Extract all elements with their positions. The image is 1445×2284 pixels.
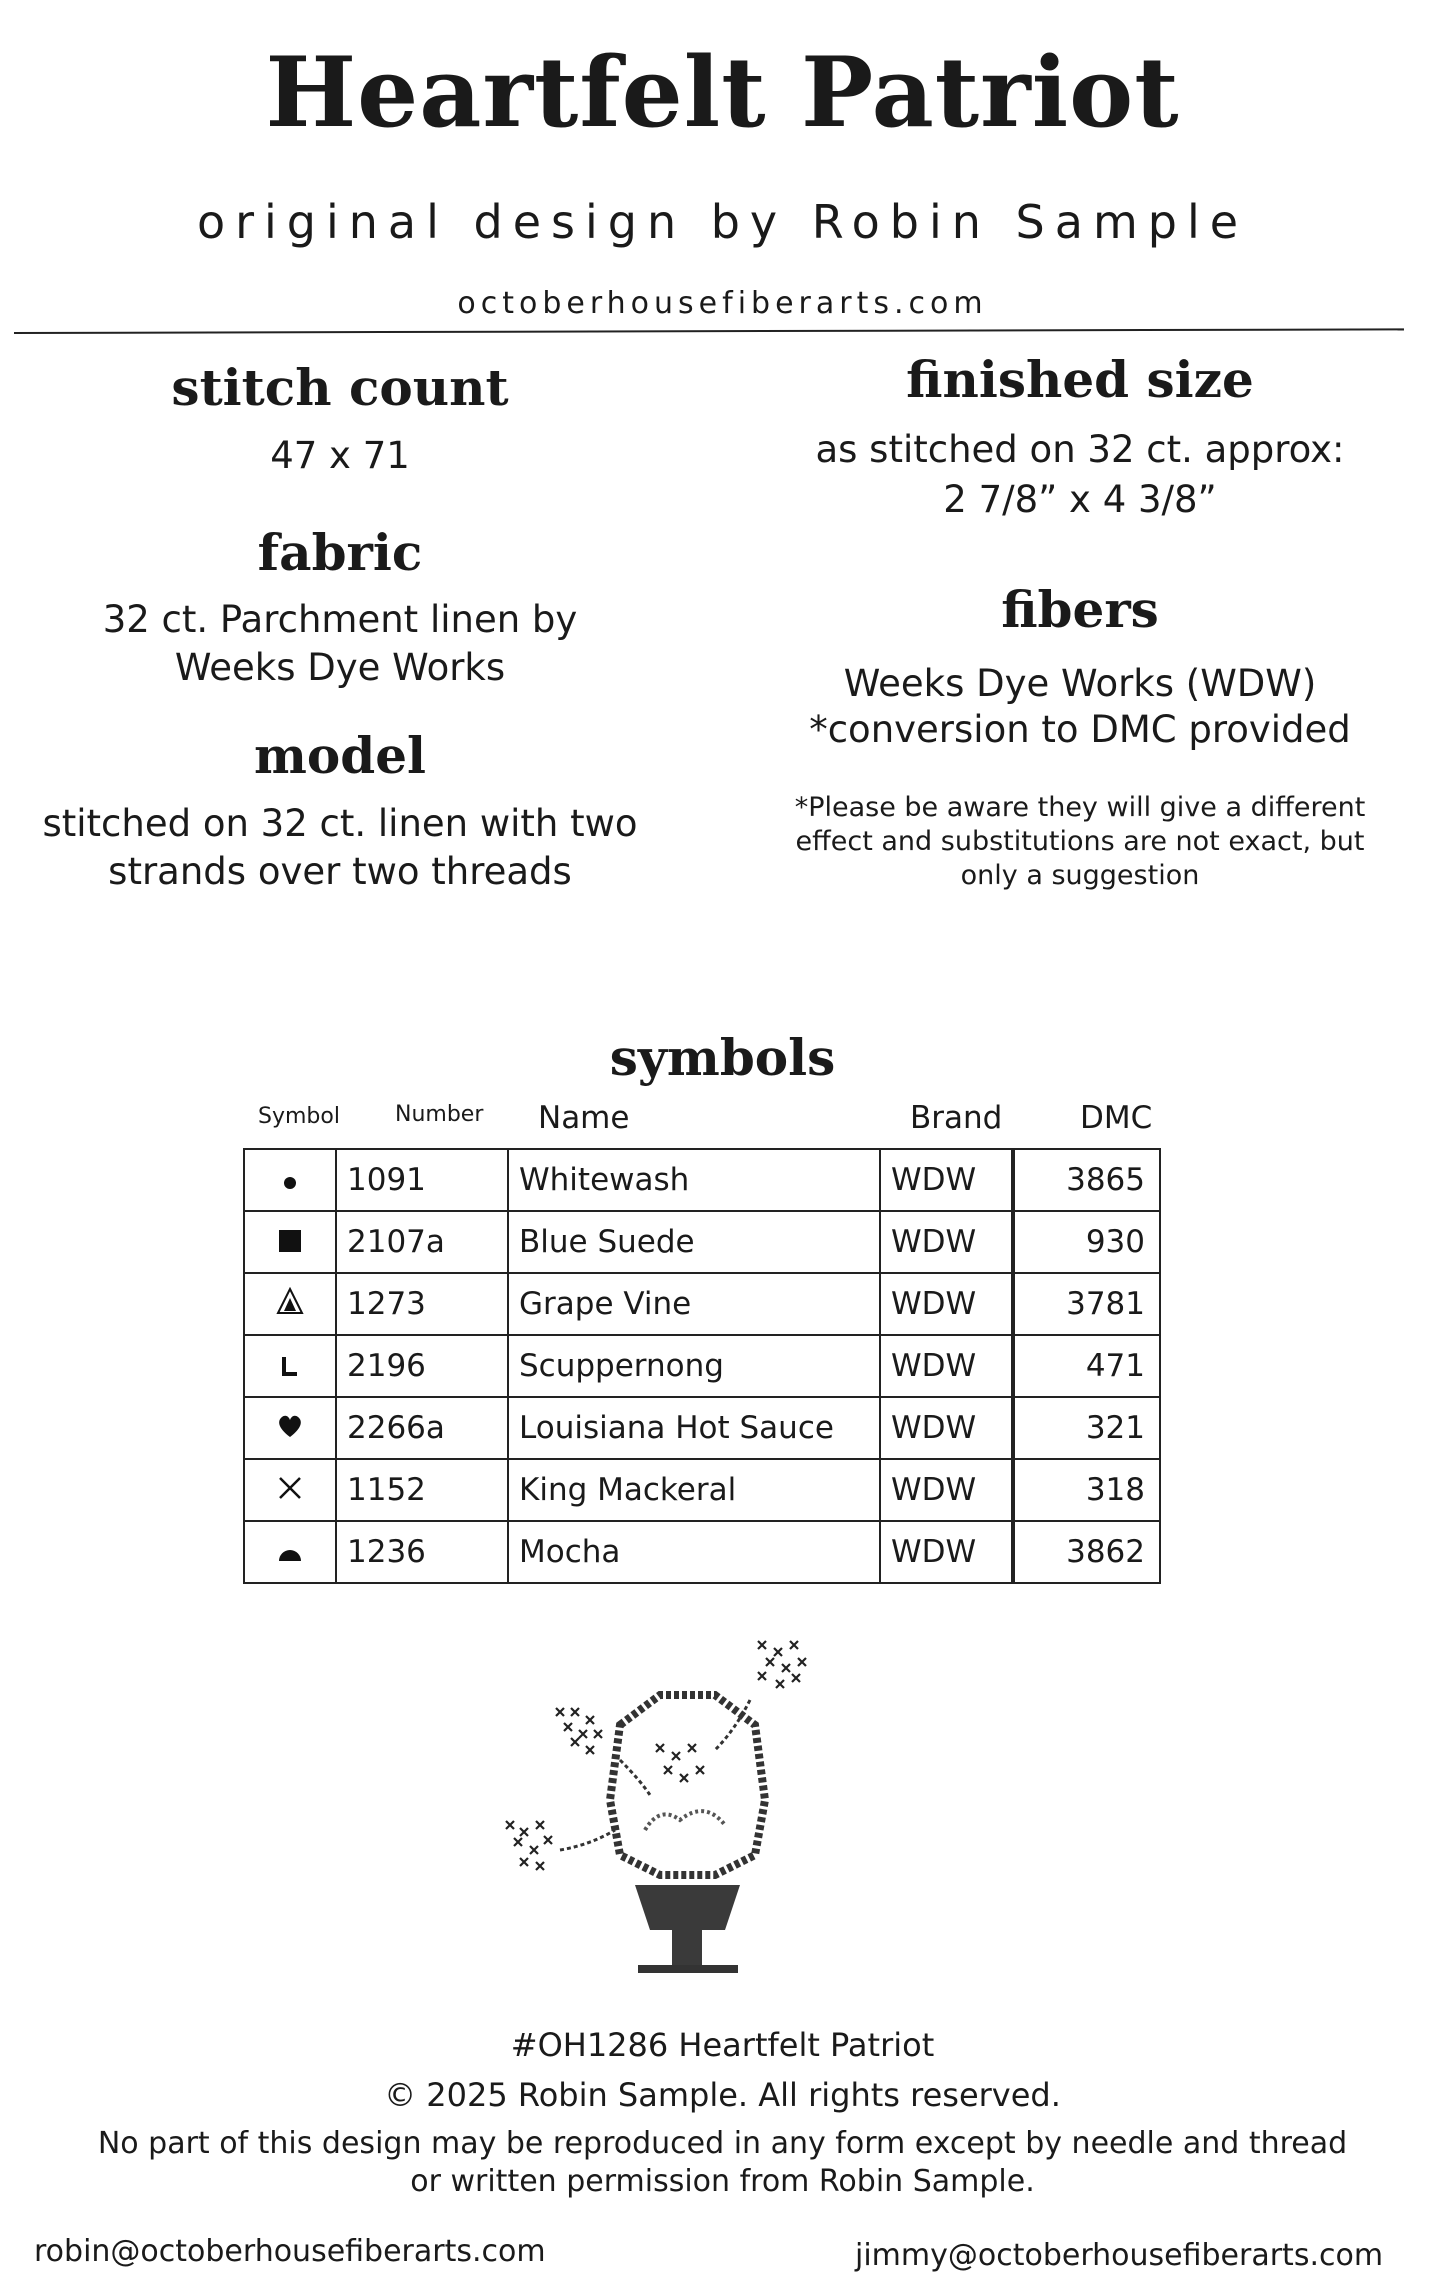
fabric-heading: fabric (257, 523, 423, 582)
cell-number: 1273 (336, 1273, 508, 1335)
cell-number: 2266a (336, 1397, 508, 1459)
website-link[interactable]: octoberhousefiberarts.com (457, 286, 988, 321)
table-row (244, 1521, 1160, 1583)
model-line-1: stitched on 32 ct. linen with two (42, 802, 638, 845)
half-circle-icon (277, 1535, 303, 1571)
table-row (244, 1459, 1160, 1521)
cell-dmc: 318 (1013, 1459, 1160, 1521)
heart-icon (276, 1411, 304, 1447)
triangle-icon (276, 1287, 304, 1323)
cell-brand: WDW (880, 1459, 1013, 1521)
email-jimmy[interactable]: jimmy@octoberhousefiberarts.com (855, 2238, 1384, 2273)
table-row (244, 1335, 1160, 1397)
cell-dmc: 3865 (1013, 1149, 1160, 1211)
cell-name: Louisiana Hot Sauce (508, 1397, 880, 1459)
cell-name: Scuppernong (508, 1335, 880, 1397)
star-cluster-bottom-left (506, 1821, 552, 1870)
email-robin[interactable]: robin@octoberhousefiberarts.com (34, 2234, 546, 2269)
stitch-count-heading: stitch count (171, 358, 509, 417)
table-row (244, 1397, 1160, 1459)
col-header-number: Number (395, 1102, 484, 1127)
fibers-note-3: only a suggestion (960, 860, 1200, 891)
header-divider (14, 328, 1404, 334)
letter-l-icon (280, 1349, 300, 1385)
finished-size-heading: finished size (906, 350, 1254, 409)
cell-name: Blue Suede (508, 1211, 880, 1273)
stitch-count-value: 47 x 71 (270, 434, 410, 477)
cell-brand: WDW (880, 1273, 1013, 1335)
finished-size-line-1: as stitched on 32 ct. approx: (815, 428, 1345, 471)
fabric-line-2: Weeks Dye Works (174, 646, 506, 689)
cell-dmc: 321 (1013, 1397, 1160, 1459)
pattern-preview-illustration (500, 1630, 860, 2000)
col-header-name: Name (538, 1100, 630, 1136)
star-cluster-left (556, 1708, 602, 1754)
table-header (0, 1100, 1445, 1140)
fibers-note-1: *Please be aware they will give a different (794, 792, 1366, 823)
symbols-table (243, 1148, 1161, 1584)
dot-icon (282, 1163, 298, 1199)
cell-dmc: 3862 (1013, 1521, 1160, 1583)
cell-name: Mocha (508, 1521, 880, 1583)
fibers-note-2: effect and substitutions are not exact, but (795, 826, 1365, 857)
table-row (244, 1211, 1160, 1273)
cell-number: 2107a (336, 1211, 508, 1273)
reproduction-notice-line-2: or written permission from Robin Sample. (410, 2164, 1035, 2199)
cell-number: 1152 (336, 1459, 508, 1521)
cell-dmc: 471 (1013, 1335, 1160, 1397)
reproduction-notice-line-1: No part of this design may be reproduced in any form except by needle and thread (97, 2126, 1348, 2161)
cell-dmc: 930 (1013, 1211, 1160, 1273)
cell-number: 1236 (336, 1521, 508, 1583)
col-header-dmc: DMC (1080, 1100, 1153, 1136)
copyright-notice: © 2025 Robin Sample. All rights reserved. (384, 2076, 1061, 2114)
fabric-line-1: 32 ct. Parchment linen by (102, 598, 578, 641)
cell-name: King Mackeral (508, 1459, 880, 1521)
model-line-2: strands over two threads (108, 850, 572, 893)
x-icon (277, 1473, 303, 1509)
cell-number: 1091 (336, 1149, 508, 1211)
col-header-symbol: Symbol (258, 1104, 340, 1129)
finished-size-line-2: 2 7/8” x 4 3/8” (943, 478, 1217, 521)
cell-brand: WDW (880, 1149, 1013, 1211)
cell-brand: WDW (880, 1211, 1013, 1273)
fibers-line-2: *conversion to DMC provided (809, 708, 1351, 751)
cell-name: Grape Vine (508, 1273, 880, 1335)
model-heading: model (253, 726, 427, 785)
star-cluster-top-right (758, 1641, 806, 1688)
cell-dmc: 3781 (1013, 1273, 1160, 1335)
col-header-brand: Brand (910, 1100, 1003, 1136)
cell-name: Whitewash (508, 1149, 880, 1211)
fibers-line-1: Weeks Dye Works (WDW) (843, 662, 1317, 705)
cell-brand: WDW (880, 1335, 1013, 1397)
table-row (244, 1273, 1160, 1335)
star-cluster-center (656, 1744, 704, 1782)
square-icon (278, 1225, 302, 1261)
cell-brand: WDW (880, 1521, 1013, 1583)
cell-number: 2196 (336, 1335, 508, 1397)
table-row (244, 1149, 1160, 1211)
pattern-id: #OH1286 Heartfelt Patriot (510, 2026, 935, 2064)
symbols-heading: symbols (609, 1028, 836, 1087)
cell-brand: WDW (880, 1397, 1013, 1459)
designer-credit: original design by Robin Sample (196, 195, 1249, 249)
page-title: Heartfelt Patriot (265, 36, 1180, 149)
fibers-heading: fibers (1001, 580, 1159, 639)
